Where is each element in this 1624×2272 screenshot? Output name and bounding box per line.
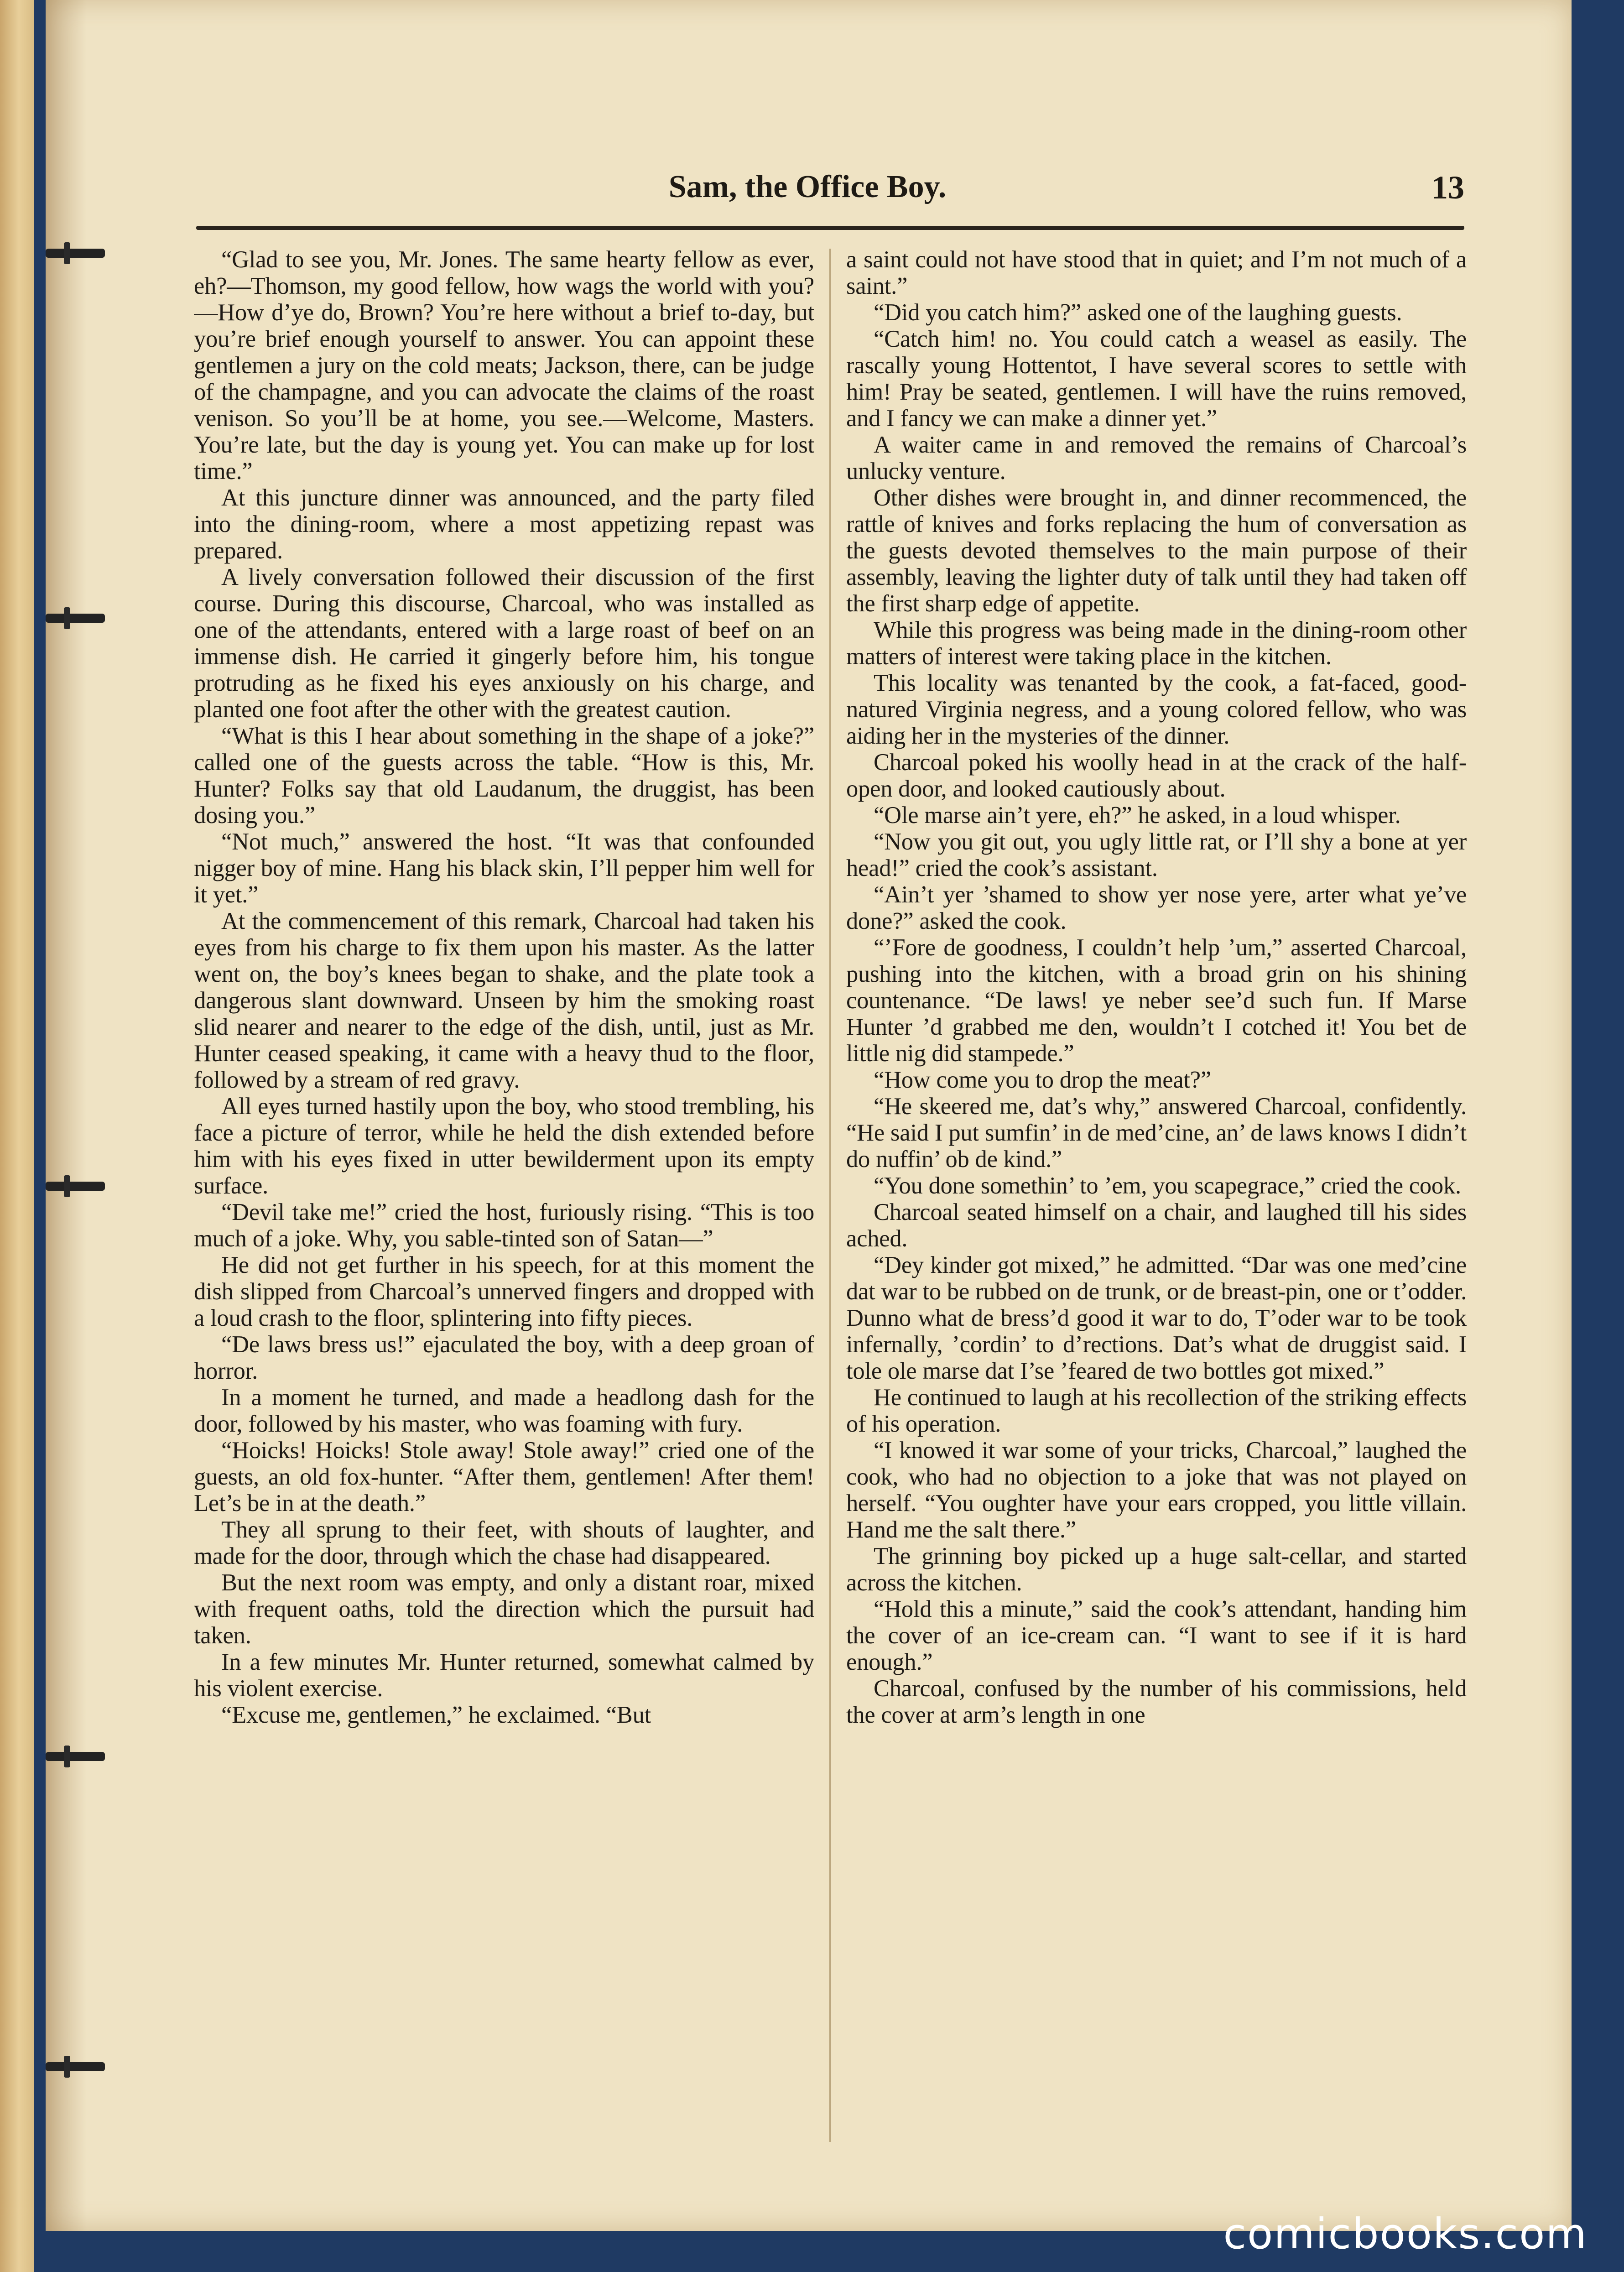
paragraph-continued: a saint could not have stood that in quiet; and I’m not much of a saint.”	[846, 246, 1467, 299]
paragraph: “Catch him! no. You could catch a weasel as easily. The rascally young Hottentot, I have several scores to settle with him! Pray be seated, gentlemen. I will have the ruins removed, and I fancy we can make a dinner yet.”	[846, 326, 1467, 432]
paragraph: “’Fore de goodness, I couldn’t help ’um,” asserted Charcoal, pushing into the kitchen, with a broad grin on his shining countenance. “De laws! ye neber see’d such fun. If Marse Hunter ’d grabbed me den, wouldn’t I cotched it! You bet de little nig did stampede.”	[846, 934, 1467, 1067]
paragraph: Charcoal seated himself on a chair, and laughed till his sides ached.	[846, 1199, 1467, 1252]
paragraph: “Did you catch him?” asked one of the laughing guests.	[874, 299, 1402, 326]
paragraph: “Dey kinder got mixed,” he admitted. “Dar was one med’cine dat war to be rubbed on de trunk, or de breast-pin, one or t’odder. Dunno what de bress’d good it war to do, T’oder war to be took infernally, ’cordin’ to d’rections. Dat’s what de druggist said. I tole ole marse dat I’se ’feared de two bottles got mixed.”	[846, 1252, 1467, 1384]
paragraph: “Now you git out, you ugly little rat, or I’ll shy a bone at yer head!” cried the cook’s assistant.	[846, 829, 1467, 881]
running-title: Sam, the Office Boy.	[668, 169, 947, 204]
paragraph: “De laws bress us!” ejaculated the boy, with a deep groan of horror.	[194, 1331, 814, 1384]
paragraph: “Devil take me!” cried the host, furiously rising. “This is too much of a joke. Why, you sable-tinted son of Satan—”	[194, 1199, 814, 1252]
paragraph: “Hold this a minute,” said the cook’s attendant, handing him the cover of an ice-cream can. “I want to see if it is hard enough.”	[846, 1596, 1467, 1675]
binding-stitch	[46, 1182, 105, 1191]
paragraph: A waiter came in and removed the remains of Charcoal’s unlucky venture.	[846, 432, 1467, 485]
paragraph: “How come you to drop the meat?”	[874, 1067, 1212, 1093]
paragraph: This locality was tenanted by the cook, a fat-faced, good-natured Virginia negress, and a young colored fellow, who was aiding her in the mysteries of the dinner.	[846, 670, 1467, 749]
binding-stitch	[46, 614, 105, 623]
paragraph: At this juncture dinner was announced, and the party filed into the dining-room, where a most appetizing repast was prepared.	[194, 485, 814, 564]
paragraph: “Hoicks! Hoicks! Stole away! Stole away!” cried one of the guests, an old fox-hunter. “After them, gentlemen! After them! Let’s be in at the death.”	[194, 1437, 814, 1516]
paragraph: “Excuse me, gentlemen,” he exclaimed. “But	[221, 1702, 651, 1728]
paragraph: In a moment he turned, and made a headlong dash for the door, followed by his master, who was foaming with fury.	[194, 1384, 814, 1437]
paragraph: They all sprung to their feet, with shouts of laughter, and made for the door, through which the chase had disappeared.	[194, 1516, 814, 1569]
paragraph: “Ole marse ain’t yere, eh?” he asked, in a loud whisper.	[874, 802, 1401, 829]
left-column	[194, 246, 814, 2144]
paragraph: “I knowed it war some of your tricks, Charcoal,” laughed the cook, who had no objection to a joke that was not played on herself. “You oughter have your ears cropped, you little villain. Hand me the salt there.”	[846, 1437, 1467, 1543]
paragraph: In a few minutes Mr. Hunter returned, somewhat calmed by his violent exercise.	[194, 1649, 814, 1702]
paragraph: Charcoal poked his woolly head in at the crack of the half-open door, and looked cautiously about.	[846, 749, 1467, 802]
previous-page-edge	[0, 0, 34, 2272]
right-column	[846, 246, 1467, 2144]
paragraph: He continued to laugh at his recollection of the striking effects of his operation.	[846, 1384, 1467, 1437]
page-header	[151, 164, 1464, 214]
paragraph: “You done somethin’ to ’em, you scapegrace,” cried the cook.	[874, 1172, 1461, 1199]
header-rule	[196, 226, 1464, 230]
paragraph: Other dishes were brought in, and dinner recommenced, the rattle of knives and forks replacing the hum of conversation as the guests devoted themselves to the main purpose of their assembly, leaving the lighter duty of talk until they had taken off the first sharp edge of appetite.	[846, 485, 1467, 617]
binding-stitch	[46, 1752, 105, 1761]
column-divider	[829, 249, 831, 2142]
gutter-shadow	[46, 0, 87, 2231]
paragraph: At the commencement of this remark, Charcoal had taken his eyes from his charge to fix them upon his master. As the latter went on, the boy’s knees began to shake, and the plate took a dangerous slant downward. Unseen by him the smoking roast slid nearer and nearer to the edge of the dish, until, just as Mr. Hunter ceased speaking, it came with a heavy thud to the floor, followed by a stream of red gravy.	[194, 908, 814, 1093]
paragraph: A lively conversation followed their discussion of the first course. During this discourse, Charcoal, who was installed as one of the attendants, entered with a large roast of beef on an immense dish. He carried it gingerly before him, his tongue protruding as he fixed his eyes anxiously on his charge, and planted one foot after the other with the greatest caution.	[194, 564, 814, 723]
paragraph: But the next room was empty, and only a distant roar, mixed with frequent oaths, told the direction which the pursuit had taken.	[194, 1569, 814, 1649]
paragraph: “Not much,” answered the host. “It was that confounded nigger boy of mine. Hang his black skin, I’ll pepper him well for it yet.”	[194, 829, 814, 908]
paragraph: Charcoal, confused by the number of his commissions, held the cover at arm’s length in one	[846, 1675, 1467, 1728]
paragraph: “Ain’t yer ’shamed to show yer nose yere, arter what ye’ve done?” asked the cook.	[846, 881, 1467, 934]
binding-stitch	[46, 249, 105, 258]
paragraph: The grinning boy picked up a huge salt-cellar, and started across the kitchen.	[846, 1543, 1467, 1596]
page-number: 13	[1431, 169, 1464, 206]
paragraph: He did not get further in his speech, for at this moment the dish slipped from Charcoal’s unnerved fingers and dropped with a loud crash to the floor, splintering into fifty pieces.	[194, 1252, 814, 1331]
paragraph: “What is this I hear about something in the shape of a joke?” called one of the guests across the table. “How is this, Mr. Hunter? Folks say that old Laudanum, the druggist, has been dosing you.”	[194, 723, 814, 829]
watermark: comicbooks.com	[1223, 2209, 1588, 2258]
paragraph: “Glad to see you, Mr. Jones. The same hearty fellow as ever, eh?—Thomson, my good fellow, how wags the world with you?—How d’ye do, Brown? You’re here without a brief to-day, but you’re brief enough yourself to answer. You can appoint these gentlemen a jury on the cold meats; Jackson, there, can be judge of the champagne, and you can advocate the claims of the roast venison. So you’ll be at home, you see.—Welcome, Masters. You’re late, but the day is young yet. You can make up for lost time.”	[194, 246, 814, 485]
paragraph: While this progress was being made in the dining-room other matters of interest were taking place in the kitchen.	[846, 617, 1467, 670]
paragraph: “He skeered me, dat’s why,” answered Charcoal, confidently. “He said I put sumfin’ in de med’cine, an’ de laws knows I didn’t do nuffin’ ob de kind.”	[846, 1093, 1467, 1172]
paragraph: All eyes turned hastily upon the boy, who stood trembling, his face a picture of terror, while he held the dish extended before him with his eyes fixed in utter bewilderment upon its empty surface.	[194, 1093, 814, 1199]
binding-stitch	[46, 2062, 105, 2071]
